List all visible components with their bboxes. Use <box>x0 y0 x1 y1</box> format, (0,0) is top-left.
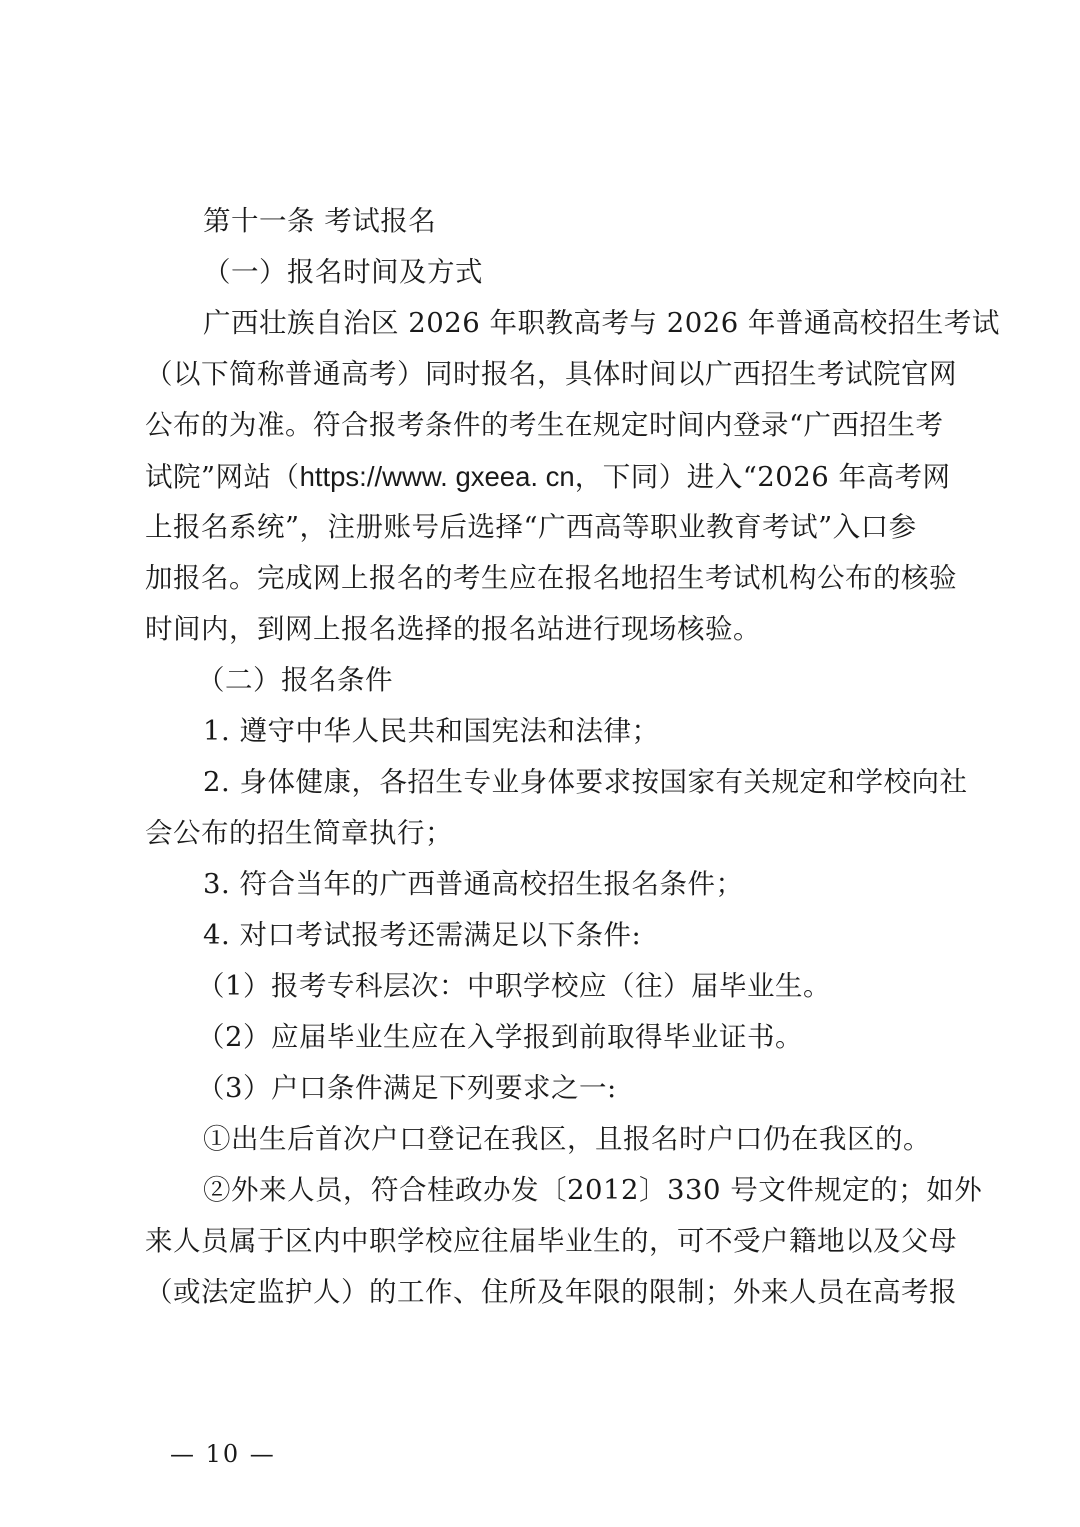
condition-line: 来人员属于区内中职学校应往届毕业生的，可不受户籍地以及父母 <box>145 1225 957 1257</box>
document-body <box>145 196 1000 1318</box>
paragraph-line <box>145 451 957 502</box>
page-number: — 10 — <box>170 1440 276 1468</box>
paragraph-text: 试院”网站（ <box>145 461 300 493</box>
article-title: 第十一条 考试报名 <box>203 205 437 237</box>
condition-line: 1. 遵守中华人民共和国宪法和法律； <box>203 715 660 747</box>
condition-line: 3. 符合当年的广西普通高校招生报名条件； <box>203 868 744 900</box>
paragraph-line: 时间内，到网上报名选择的报名站进行现场核验。 <box>145 613 761 645</box>
condition-line: （或法定监护人）的工作、住所及年限的限制；外来人员在高考报 <box>145 1276 957 1308</box>
condition-line: （3）户口条件满足下列要求之一: <box>197 1072 617 1104</box>
condition-line: ②外来人员，符合桂政办发〔2012〕330 号文件规定的；如外 <box>203 1174 983 1206</box>
condition-line: 4. 对口考试报考还需满足以下条件: <box>203 919 642 951</box>
section-title: （一）报名时间及方式 <box>203 256 483 288</box>
condition-line: ①出生后首次户口登记在我区，且报名时户口仍在我区的。 <box>203 1123 931 1155</box>
paragraph-line: 加报名。完成网上报名的考生应在报名地招生考试机构公布的核验 <box>145 562 957 594</box>
section-title: （二）报名条件 <box>197 664 393 696</box>
paragraph-text: ，下同）进入“2026 年高考网 <box>574 461 951 493</box>
condition-line: 2. 身体健康，各招生专业身体要求按国家有关规定和学校向社 <box>203 766 968 798</box>
condition-line: （1）报考专科层次：中职学校应（往）届毕业生。 <box>197 970 831 1002</box>
paragraph-line: 公布的为准。符合报考条件的考生在规定时间内登录“广西招生考 <box>145 409 944 441</box>
condition-line: （2）应届毕业生应在入学报到前取得毕业证书。 <box>197 1021 803 1053</box>
condition-line: 会公布的招生简章执行； <box>145 817 453 849</box>
paragraph-line: 广西壮族自治区 2026 年职教高考与 2026 年普通高校招生考试 <box>203 307 1000 339</box>
paragraph-line: 上报名系统”，注册账号后选择“广西高等职业教育考试”入口参 <box>145 511 917 543</box>
website-url: https://www. gxeea. cn <box>299 461 575 492</box>
paragraph-line: （以下简称普通高考）同时报名，具体时间以广西招生考试院官网 <box>145 358 957 390</box>
